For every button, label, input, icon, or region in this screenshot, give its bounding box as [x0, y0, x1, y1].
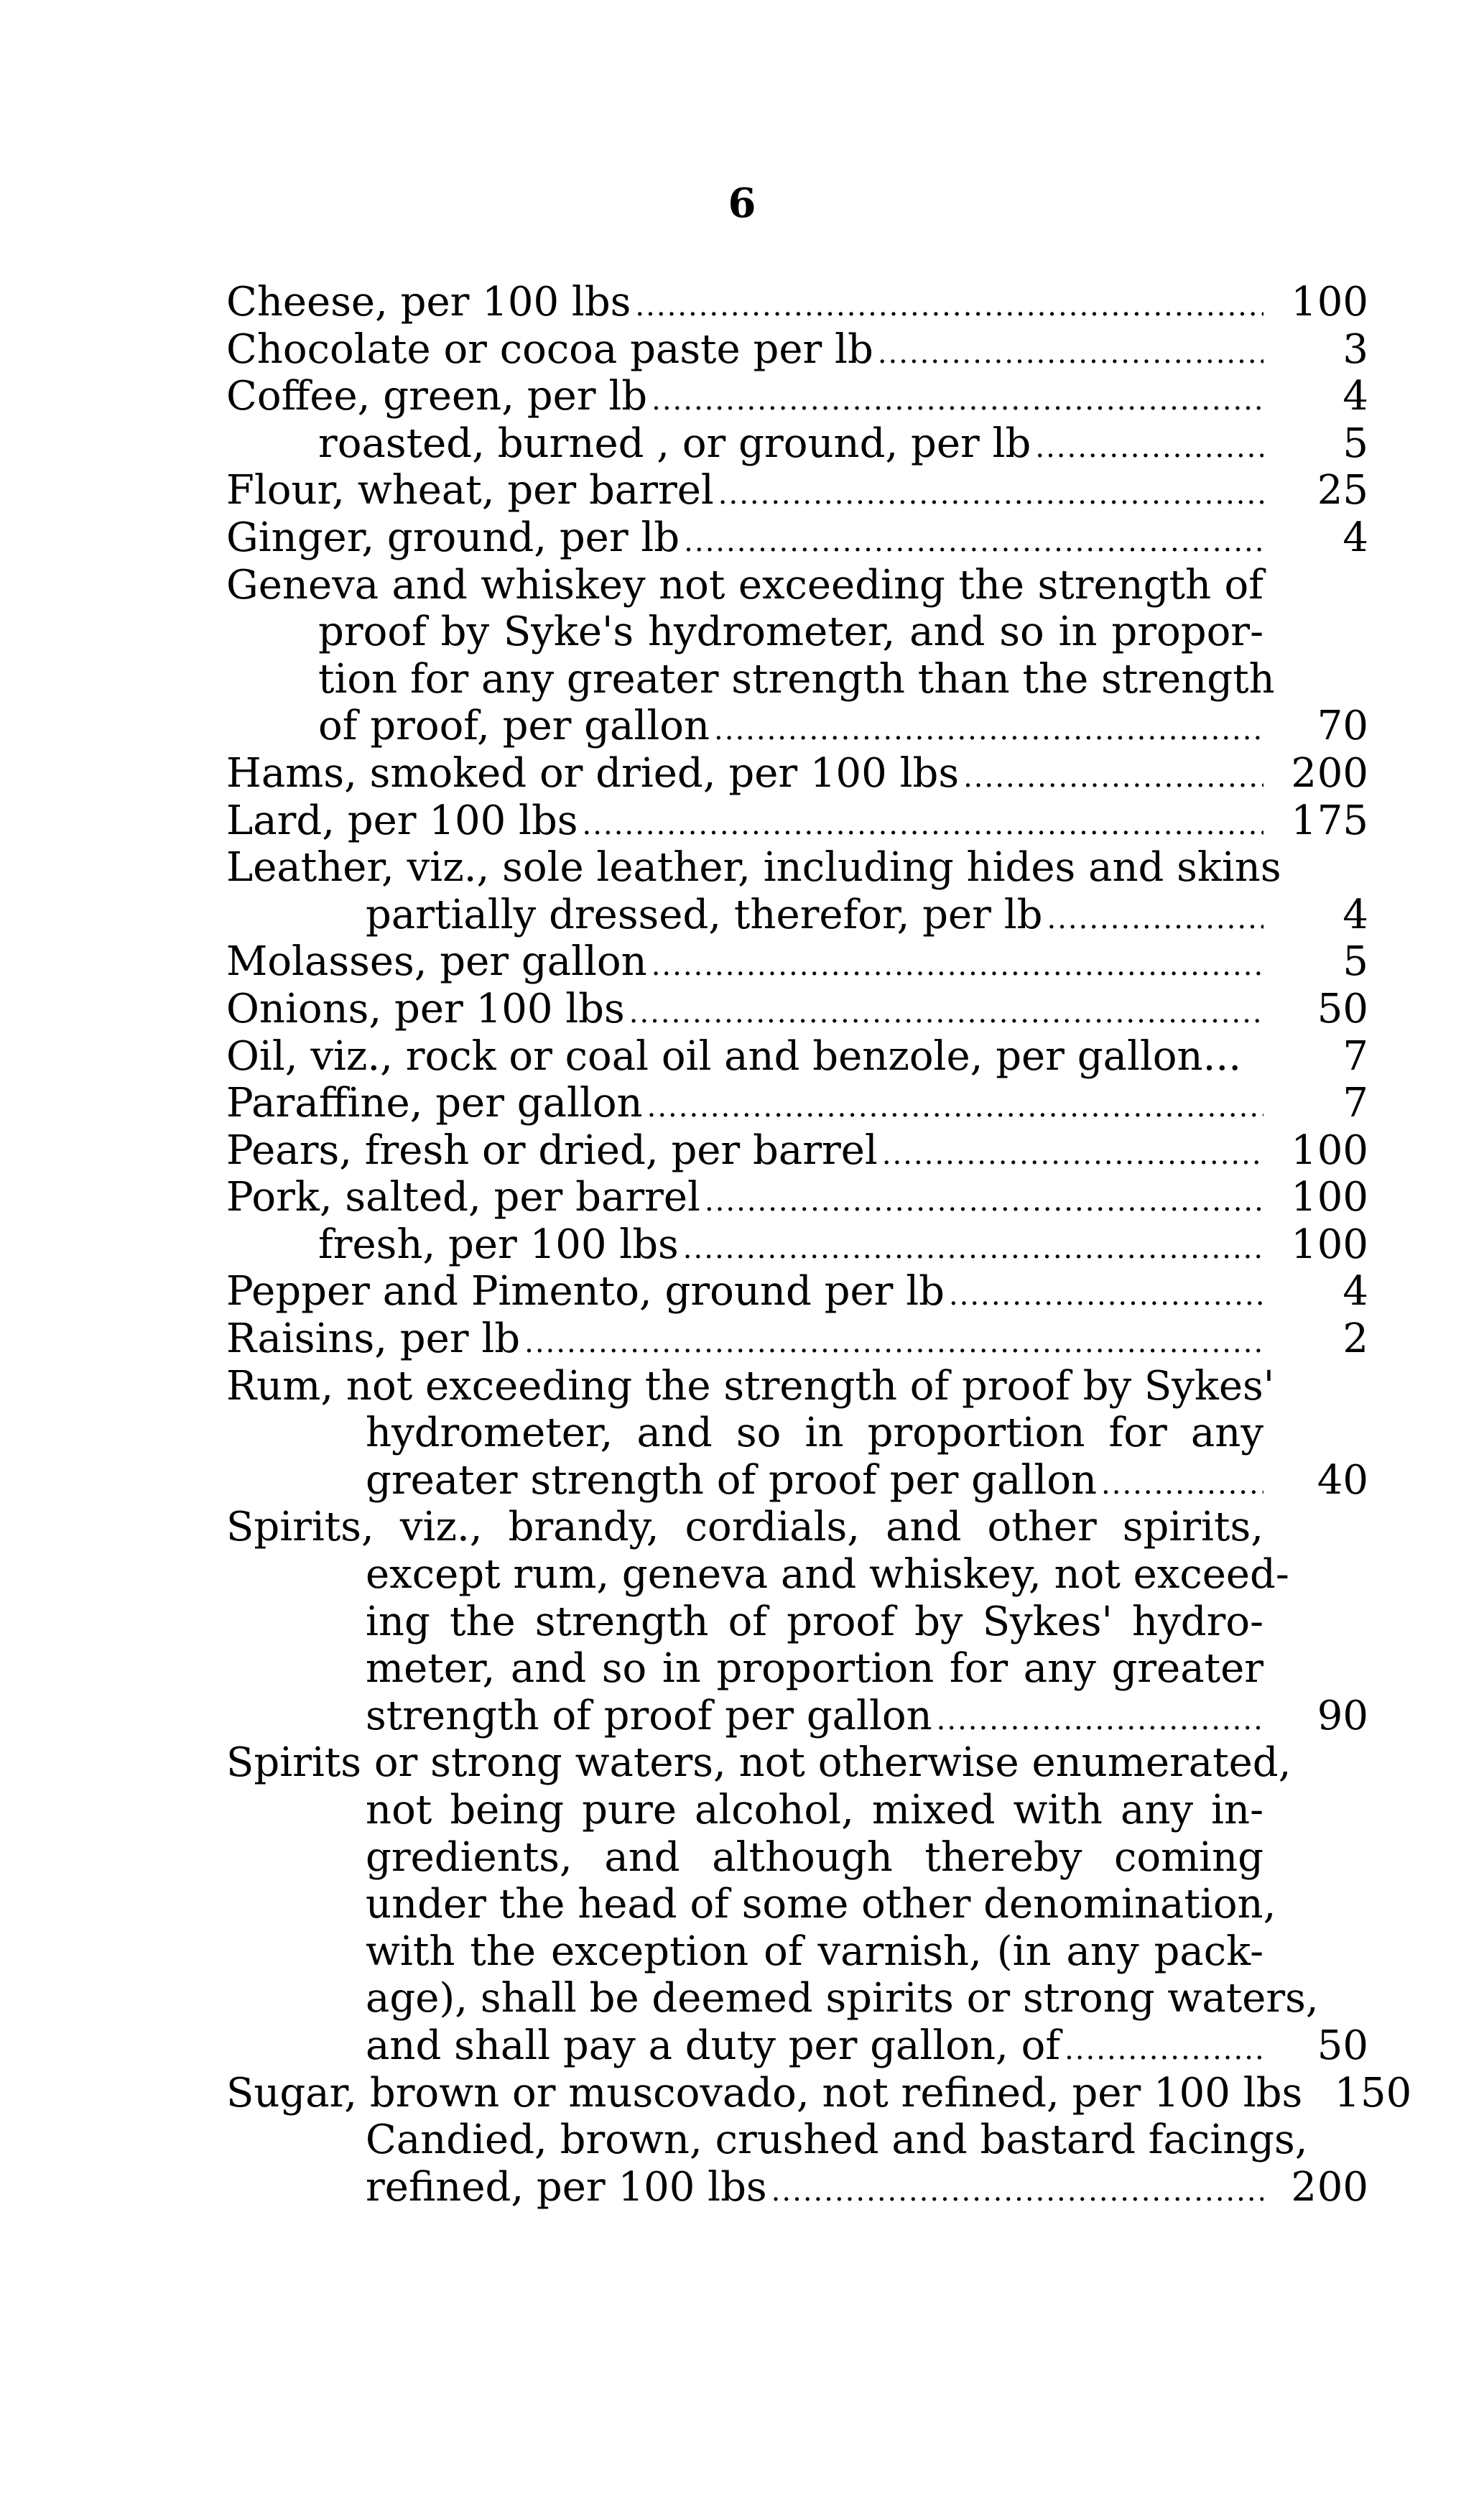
- duty-cents: 00: [1317, 749, 1368, 797]
- duty-cents: 50: [1360, 2069, 1412, 2116]
- tariff-entry: [226, 750, 1368, 797]
- tariff-entry: [226, 1504, 1368, 1739]
- entry-text: roasted, burned , or ground, per lb: [318, 420, 1031, 467]
- duty-cents: 2: [1342, 1315, 1368, 1363]
- duty-cents: 5: [1342, 938, 1368, 986]
- entry-line: [226, 326, 1368, 374]
- dot-leader: [705, 1178, 1263, 1226]
- tariff-entry: [226, 986, 1368, 1033]
- tariff-entry: [226, 1315, 1368, 1363]
- duty-dollars: 1: [1291, 797, 1317, 844]
- duty-cents: 7: [1342, 1032, 1368, 1080]
- entry-line: [226, 1174, 1368, 1221]
- tariff-entry: [226, 1268, 1368, 1315]
- duty-cents: 00: [1317, 1126, 1368, 1174]
- tariff-entry: [226, 1080, 1368, 1127]
- entry-text: strength of proof per gallon: [366, 1692, 932, 1739]
- entry-text: except rum, geneva and whiskey, not exceed-: [366, 1551, 1289, 1599]
- dot-leader: [647, 1084, 1263, 1132]
- dot-leader: [963, 754, 1263, 802]
- entry-text: Flour, wheat, per barrel: [226, 467, 714, 514]
- duty-cents: 4: [1342, 373, 1368, 420]
- entry-text: Raisins, per lb: [226, 1315, 521, 1363]
- tariff-entry: [226, 938, 1368, 986]
- duty-cents: 5: [1342, 420, 1368, 467]
- entry-continuation-line: [226, 2022, 1368, 2070]
- entry-line: [226, 279, 1368, 326]
- dot-leader: [878, 330, 1263, 378]
- duty-cents: 50: [1317, 985, 1368, 1032]
- dot-leader: [1035, 425, 1263, 472]
- entry-line: [226, 1504, 1368, 1551]
- duty-dollars: 1: [1291, 1126, 1317, 1174]
- dot-leader: [714, 707, 1263, 754]
- dot-leader: [683, 1226, 1263, 1273]
- entry-continuation-line: [226, 420, 1368, 468]
- tariff-entry: [226, 279, 1368, 326]
- dot-leader: [651, 377, 1263, 425]
- entry-text: proof by Syke's hydrometer, and so in propor-: [318, 609, 1263, 656]
- entry-text: meter, and so in proportion for any greater: [366, 1645, 1263, 1693]
- duty-dollars: 2: [1291, 2163, 1317, 2211]
- duty-dollars: 1: [1291, 279, 1317, 325]
- entry-text: Molasses, per gallon: [226, 938, 647, 986]
- tariff-entry: [226, 326, 1368, 374]
- entry-line: [226, 1127, 1368, 1175]
- entry-continuation-line: [226, 1221, 1368, 1269]
- entry-text: not being pure alcohol, mixed with any in-: [366, 1787, 1263, 1833]
- entry-text: Pepper and Pimento, ground per lb: [226, 1268, 945, 1315]
- entry-text: Lard, per 100 lbs: [226, 797, 578, 844]
- entry-continuation-line: [226, 1457, 1368, 1504]
- entry-continuation-line: [226, 1928, 1368, 1976]
- entry-text: refined, per 100 lbs: [366, 2163, 767, 2211]
- entry-text: Pork, salted, per barrel: [226, 1174, 700, 1221]
- entry-text: Spirits, viz., brandy, cordials, and other spirits,: [226, 1504, 1263, 1551]
- tariff-entries-list: [226, 279, 1412, 2211]
- tariff-entry: [226, 1363, 1368, 1504]
- entry-continuation-line: [226, 1645, 1368, 1693]
- tariff-entry: [226, 797, 1368, 845]
- duty-cents: 7: [1342, 1080, 1368, 1127]
- duty-cents: 25: [1317, 467, 1368, 514]
- dot-leader: [524, 1320, 1263, 1367]
- entry-continuation-line: [226, 1975, 1368, 2022]
- entry-text: age), shall be deemed spirits or strong waters,: [366, 1975, 1319, 2022]
- duty-cents: 4: [1342, 891, 1368, 938]
- dot-leader: [937, 1697, 1263, 1744]
- entry-text: Coffee, green, per lb: [226, 373, 648, 420]
- dot-leader: [771, 2168, 1263, 2216]
- entry-line: [226, 844, 1368, 892]
- entry-continuation-line: [226, 1410, 1368, 1457]
- dot-leader: [1101, 1461, 1263, 1509]
- entry-line: [226, 1315, 1368, 1363]
- entry-text: Pears, fresh or dried, per barrel: [226, 1126, 878, 1174]
- dot-leader: [651, 943, 1263, 990]
- entry-text: under the head of some other denomination,: [366, 1881, 1276, 1928]
- entry-continuation-line: [226, 1693, 1368, 1740]
- dot-leader: [583, 802, 1263, 849]
- entry-line: [226, 1268, 1368, 1315]
- entry-line: [226, 1363, 1368, 1410]
- duty-cents: 4: [1342, 514, 1368, 561]
- entry-continuation-line: [226, 892, 1368, 939]
- entry-line: [226, 1033, 1368, 1081]
- entry-text: Sugar, brown or muscovado, not refined, per 100 lbs: [226, 2069, 1303, 2116]
- dot-leader: [1065, 2027, 1263, 2074]
- duty-cents: 00: [1317, 2163, 1368, 2211]
- duty-cents: 75: [1317, 797, 1368, 844]
- entry-line: [226, 2069, 1412, 2117]
- entry-text: Onions, per 100 lbs: [226, 985, 625, 1032]
- entry-text: Cheese, per 100 lbs: [226, 279, 631, 325]
- dot-leader: [718, 471, 1263, 519]
- entry-text: partially dressed, therefor, per lb: [366, 891, 1043, 938]
- duty-cents: 90: [1317, 1692, 1368, 1739]
- entry-text: Paraffine, per gallon: [226, 1080, 643, 1127]
- dot-leader: [684, 519, 1263, 566]
- entry-text: Geneva and whiskey not exceeding the strength of: [226, 561, 1263, 609]
- entry-continuation-line: [226, 2164, 1368, 2211]
- entry-line: [226, 514, 1368, 562]
- entry-text: Leather, viz., sole leather, including hides and skins: [226, 844, 1281, 892]
- dot-leader: [629, 990, 1263, 1037]
- entry-line: [226, 797, 1368, 845]
- entry-text: Rum, not exceeding the strength of proof by Sykes': [226, 1362, 1275, 1410]
- entry-text: and shall pay a duty per gallon, of: [366, 2022, 1061, 2069]
- dot-leader: [1047, 896, 1263, 943]
- entry-continuation-line: [226, 609, 1368, 656]
- entry-text: tion for any greater strength than the strength: [318, 655, 1275, 703]
- duty-cents: 00: [1317, 279, 1368, 325]
- page-number: 6: [728, 180, 756, 227]
- tariff-entry: [226, 1174, 1368, 1268]
- entry-continuation-line: [226, 1881, 1368, 1928]
- duty-cents: 00: [1317, 1221, 1368, 1268]
- duty-cents: 50: [1317, 2022, 1368, 2069]
- tariff-entry: [226, 467, 1368, 514]
- entry-text: of proof, per gallon: [318, 703, 710, 750]
- entry-continuation-line: [226, 703, 1368, 750]
- entry-text: Spirits or strong waters, not otherwise enumerated,: [226, 1739, 1291, 1787]
- tariff-entry: [226, 1739, 1368, 2069]
- entry-line: [226, 562, 1368, 609]
- duty-dollars: 1: [1291, 1174, 1317, 1221]
- tariff-entry: [226, 844, 1368, 938]
- entry-line: [226, 1739, 1368, 1787]
- duty-cents: 3: [1342, 325, 1368, 373]
- entry-continuation-line: [226, 1834, 1368, 1882]
- duty-cents: 00: [1317, 1174, 1368, 1221]
- dot-leader: [882, 1132, 1263, 1179]
- entry-text: hydrometer, and so in proportion for any: [366, 1410, 1263, 1457]
- duty-dollars: 1: [1334, 2069, 1360, 2116]
- entry-continuation-line: [226, 656, 1368, 703]
- entry-text: Hams, smoked or dried, per 100 lbs: [226, 749, 960, 797]
- tariff-entry: [226, 1127, 1368, 1175]
- duty-cents: 4: [1342, 1268, 1368, 1315]
- tariff-entry: [226, 1033, 1368, 1081]
- entry-text: with the exception of varnish, (in any pack-: [366, 1928, 1263, 1975]
- entry-text: ing the strength of proof by Sykes' hydro-: [366, 1598, 1263, 1645]
- duty-cents: 40: [1317, 1456, 1368, 1504]
- entry-text: gredients, and although thereby coming: [366, 1833, 1263, 1881]
- entry-line: [226, 938, 1368, 986]
- entry-continuation-line: [226, 1599, 1368, 1646]
- dot-leader: [949, 1272, 1263, 1320]
- entry-continuation-line: [226, 1551, 1368, 1599]
- entry-text: greater strength of proof per gallon: [366, 1456, 1098, 1504]
- entry-text: Chocolate or cocoa paste per lb: [226, 325, 873, 373]
- tariff-entry: [226, 2069, 1412, 2211]
- entry-line: [226, 467, 1368, 514]
- entry-text: Candied, brown, crushed and bastard facings,: [366, 2116, 1308, 2164]
- dot-leader: [635, 283, 1263, 330]
- entry-line: [226, 373, 1368, 420]
- duty-dollars: 1: [1291, 1221, 1317, 1268]
- entry-text: Oil, viz., rock or coal oil and benzole, per gallon...: [226, 1032, 1241, 1080]
- entry-text: fresh, per 100 lbs: [318, 1221, 679, 1268]
- duty-cents: 70: [1317, 703, 1368, 750]
- entry-line: [226, 986, 1368, 1033]
- tariff-entry: [226, 514, 1368, 562]
- duty-dollars: 2: [1291, 749, 1317, 797]
- entry-continuation-line: [226, 2116, 1368, 2164]
- entry-text: Ginger, ground, per lb: [226, 514, 680, 561]
- tariff-entry: [226, 562, 1368, 750]
- entry-line: [226, 1080, 1368, 1127]
- entry-continuation-line: [226, 1787, 1368, 1834]
- tariff-entry: [226, 373, 1368, 467]
- entry-line: [226, 750, 1368, 797]
